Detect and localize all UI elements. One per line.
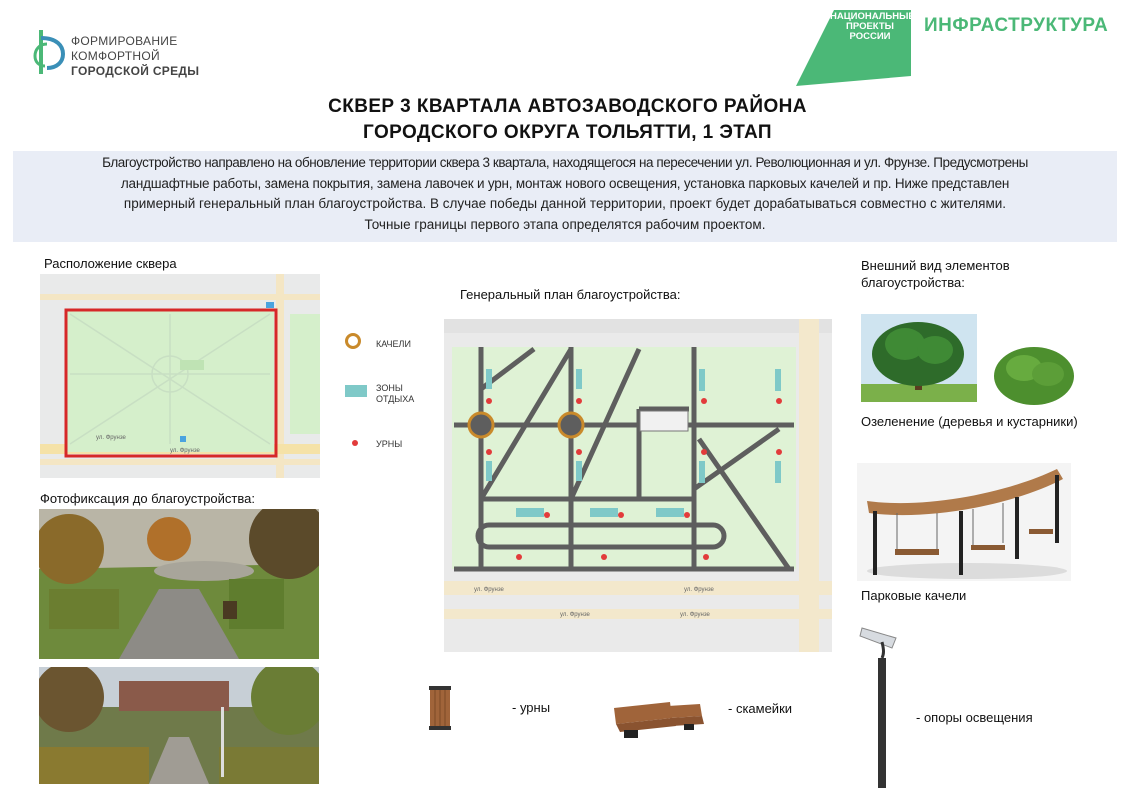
- np-line-2: ПРОЕКТЫ: [846, 21, 894, 32]
- description-line-3: примерный генеральный план благоустройства. В случае победы данной территории, проект будет дорабатываться совместно с жителями.: [123, 196, 1007, 211]
- logo-mark-icon: [33, 24, 67, 80]
- location-street-2: ул. Фрунзе: [170, 448, 200, 454]
- urns-caption: - урны: [512, 700, 551, 715]
- park-swings-image: [857, 463, 1071, 581]
- legend-swings-icon: [345, 333, 361, 349]
- lights-caption: - опоры освещения: [916, 710, 1033, 725]
- location-street-1: ул. Фрунзе: [96, 435, 126, 441]
- location-label: Расположение сквера: [44, 256, 177, 271]
- legend-rest-icon: [345, 385, 367, 397]
- description-line-4: Точные границы первого этапа определятся рабочим проектом.: [364, 216, 766, 232]
- master-plan-image: [444, 319, 832, 652]
- title-line-2: ГОРОДСКОГО ОКРУГА ТОЛЬЯТТИ, 1 ЭТАП: [363, 122, 772, 143]
- location-map: [40, 274, 320, 478]
- legend-rest-line-1: ЗОНЫ: [376, 383, 403, 393]
- photo-before-1-image: [39, 509, 319, 659]
- legend-urns-label: УРНЫ: [376, 439, 403, 449]
- photo-before-2: [39, 667, 319, 784]
- elements-label: [861, 257, 1010, 291]
- logo: [33, 24, 203, 80]
- plan-street-3: ул. Фрунзе: [560, 612, 590, 618]
- shrub-image: [992, 344, 1076, 406]
- benches-caption: - скамейки: [728, 701, 793, 716]
- elements-label-line-2: благоустройства:: [861, 275, 965, 290]
- tree-image: [861, 314, 977, 402]
- legend: [344, 333, 434, 463]
- plan-label: Генеральный план благоустройства:: [460, 287, 681, 302]
- page-title: [200, 94, 935, 146]
- photo-before-2-image: [39, 667, 319, 784]
- bench-image: [610, 698, 706, 742]
- national-projects-logo: [796, 10, 915, 86]
- title-line-1: СКВЕР 3 КВАРТАЛА АВТОЗАВОДСКОГО РАЙОНА: [328, 96, 807, 117]
- swings-caption: Парковые качели: [861, 588, 967, 603]
- greenery-caption: Озеленение (деревья и кустарники): [861, 414, 1078, 429]
- logo-line-2: КОМФОРТНОЙ: [71, 49, 160, 63]
- plan-street-1: ул. Фрунзе: [474, 587, 504, 593]
- plan-street-4: ул. Фрунзе: [680, 612, 710, 618]
- description-line-2: ландшафтные работы, замена покрытия, замена лавочек и урн, монтаж нового освещения, установка парковых качелей и пр. Ниже представлен: [120, 175, 1010, 191]
- legend-rest-line-2: ОТДЫХА: [376, 394, 415, 404]
- street-light-image: [858, 624, 902, 790]
- park-swings-icon: [857, 463, 1071, 581]
- legend-urns-icon: [352, 440, 358, 446]
- description-line-1: Благоустройство направлено на обновление территории сквера 3 квартала, находящегося на пересечении ул. Революционная и ул. Фрунзе. Предусмотрены: [102, 155, 1028, 170]
- street-light-icon: [858, 624, 902, 790]
- bench-icon: [610, 698, 706, 742]
- elements-label-line-1: Внешний вид элементов: [861, 258, 1010, 273]
- plan-street-2: ул. Фрунзе: [684, 587, 714, 593]
- master-plan: [444, 319, 832, 652]
- photo-before-1: [39, 509, 319, 659]
- tree-icon: [861, 314, 977, 402]
- legend-rest-label: [376, 383, 414, 405]
- location-map-image: [40, 274, 320, 478]
- shrub-icon: [992, 344, 1076, 406]
- urn-icon: [427, 684, 453, 732]
- section-title: ИНФРАСТРУКТУРА: [924, 15, 1109, 36]
- urn-image: [427, 684, 453, 732]
- np-line-1: НАЦИОНАЛЬНЫЕ: [830, 11, 915, 22]
- logo-line-3: ГОРОДСКОЙ СРЕДЫ: [71, 64, 200, 78]
- description-box: [13, 151, 1117, 242]
- photos-label: Фотофиксация до благоустройства:: [40, 491, 255, 506]
- legend-swings-label: КАЧЕЛИ: [376, 339, 411, 349]
- np-line-3: РОССИИ: [849, 31, 891, 42]
- logo-line-1: ФОРМИРОВАНИЕ: [71, 34, 178, 48]
